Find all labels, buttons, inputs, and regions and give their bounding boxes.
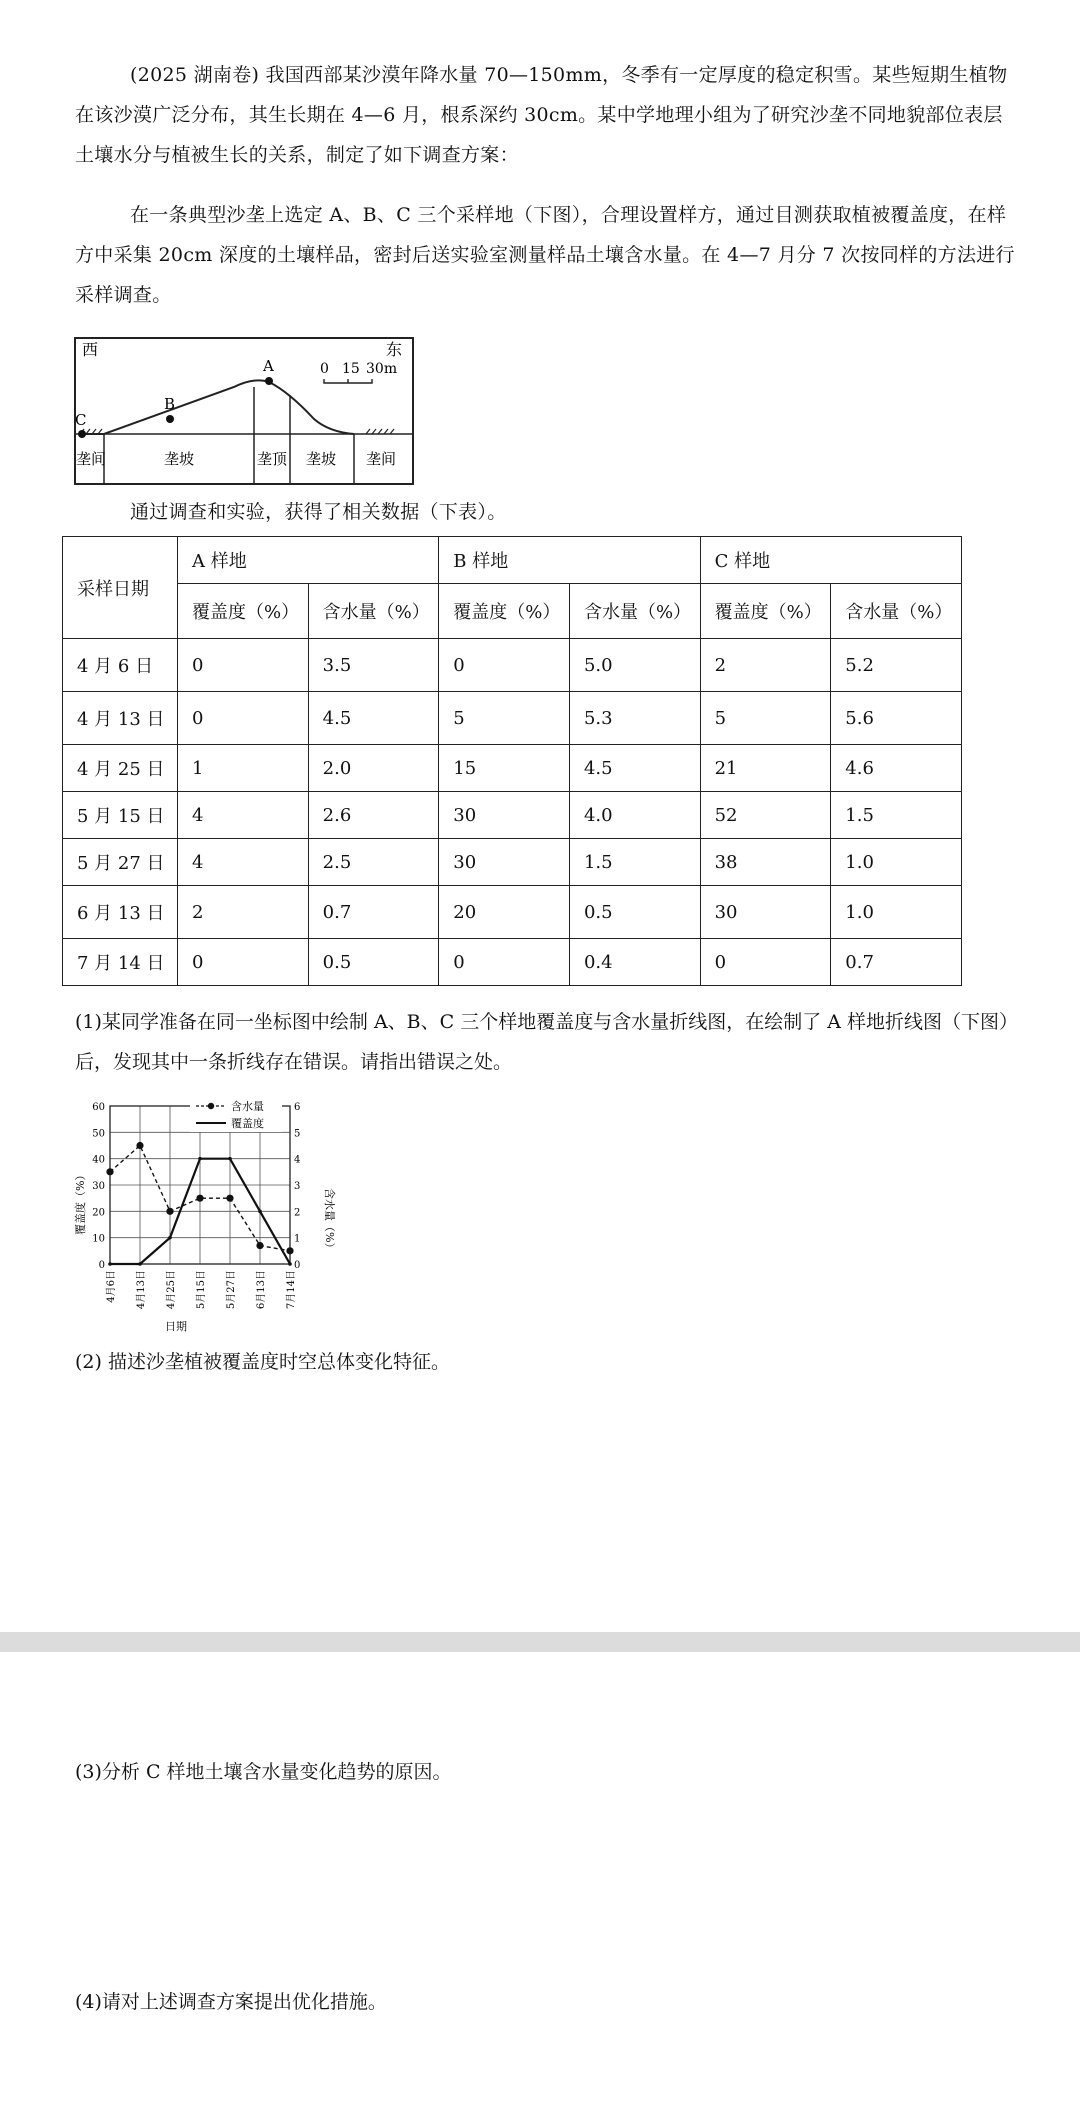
y-tick-right: 4 xyxy=(294,1154,301,1166)
profile-dune-curve xyxy=(84,380,354,434)
coverage-point xyxy=(228,1157,232,1161)
cell: 0 xyxy=(700,939,831,986)
table-row xyxy=(63,745,962,792)
cell: 0 xyxy=(439,639,570,692)
coverage-point xyxy=(288,1262,292,1266)
cell: 5.0 xyxy=(569,639,700,692)
moisture-point xyxy=(286,1247,293,1254)
y-tick-left: 30 xyxy=(92,1181,105,1192)
cell: 2.6 xyxy=(308,792,439,839)
site-header-b: B 样地 xyxy=(439,537,700,584)
sub-header: 覆盖度（%） xyxy=(177,584,308,639)
cell: 30 xyxy=(439,839,570,886)
cell: 1 xyxy=(177,745,308,792)
chart-y-label-left: 覆盖度（%） xyxy=(74,1169,87,1235)
cell: 0.4 xyxy=(569,939,700,986)
legend-label-coverage: 覆盖度 xyxy=(231,1117,264,1130)
cell: 2 xyxy=(177,886,308,939)
cell: 30 xyxy=(700,886,831,939)
cell: 0.7 xyxy=(308,886,439,939)
cell: 4 xyxy=(177,839,308,886)
zone-label-1: 垄间 xyxy=(76,450,107,468)
y-tick-left: 10 xyxy=(92,1233,105,1245)
zone-label-3: 垄顶 xyxy=(257,450,288,468)
y-tick-right: 1 xyxy=(294,1233,301,1245)
coverage-point xyxy=(198,1157,202,1161)
cell: 5.2 xyxy=(831,639,962,692)
sub-header: 覆盖度（%） xyxy=(439,584,570,639)
cell: 1.5 xyxy=(831,792,962,839)
table-row xyxy=(63,792,962,839)
profile-point-b xyxy=(166,415,174,423)
cell: 5.3 xyxy=(569,692,700,745)
x-tick-label: 5月15日 xyxy=(196,1270,207,1310)
moisture-point xyxy=(106,1168,113,1175)
zone-label-2: 垄坡 xyxy=(164,450,195,468)
intro-paragraph-1: (2025 湖南卷) 我国西部某沙漠年降水量 70—150mm，冬季有一定厚度的稳定积雪。某些短期生植物在该沙漠广泛分布，其生长期在 4—6 月，根系深约 30cm。某中学地理小组为了研究沙垄不同地貌部位表层土壤水分与植被生长的关系，制定了如下调查方案： xyxy=(75,64,1008,166)
sub-header: 含水量（%） xyxy=(308,584,439,639)
moisture-point xyxy=(166,1208,173,1215)
row-date: 5 月 15 日 xyxy=(63,792,178,839)
cell: 0 xyxy=(177,939,308,986)
y-tick-right: 2 xyxy=(294,1207,301,1219)
question-2: (2) 描述沙垄植被覆盖度时空总体变化特征。 xyxy=(75,1351,450,1373)
cell: 4.5 xyxy=(308,692,439,745)
table-row xyxy=(63,886,962,939)
y-tick-left: 60 xyxy=(92,1102,105,1113)
chart-labels xyxy=(92,1102,300,1309)
sub-header: 含水量（%） xyxy=(569,584,700,639)
x-tick-label: 5月27日 xyxy=(226,1270,237,1310)
row-date: 4 月 25 日 xyxy=(63,745,178,792)
cell: 0.7 xyxy=(831,939,962,986)
profile-label-a: A xyxy=(263,357,274,375)
profile-label-c: C xyxy=(75,411,87,429)
y-tick-right: 0 xyxy=(294,1260,301,1271)
cell: 1.5 xyxy=(569,839,700,886)
cell: 0.5 xyxy=(308,939,439,986)
sub-header: 覆盖度（%） xyxy=(700,584,831,639)
sand-ridge-profile-diagram xyxy=(74,337,414,485)
profile-frame xyxy=(75,338,413,484)
cell: 0 xyxy=(439,939,570,986)
coverage-point xyxy=(108,1262,112,1266)
y-tick-left: 40 xyxy=(92,1154,105,1166)
row-date: 5 月 27 日 xyxy=(63,839,178,886)
zone-label-4: 垄坡 xyxy=(306,450,337,468)
y-tick-right: 6 xyxy=(294,1102,301,1113)
data-table xyxy=(62,536,962,986)
profile-west-label: 西 xyxy=(82,340,99,359)
scale-bar xyxy=(324,379,372,383)
cell: 2.0 xyxy=(308,745,439,792)
cell: 4.6 xyxy=(831,745,962,792)
cell: 5.6 xyxy=(831,692,962,745)
cell: 5 xyxy=(700,692,831,745)
moisture-point xyxy=(196,1195,203,1202)
cell: 20 xyxy=(439,886,570,939)
coverage-point xyxy=(168,1236,172,1240)
y-tick-left: 0 xyxy=(98,1260,105,1271)
y-tick-right: 5 xyxy=(294,1128,301,1140)
coverage-moisture-line-chart xyxy=(70,1090,340,1335)
cell: 38 xyxy=(700,839,831,886)
question-3: (3)分析 C 样地土壤含水量变化趋势的原因。 xyxy=(75,1761,452,1783)
site-header-a: A 样地 xyxy=(177,537,438,584)
cell: 4.0 xyxy=(569,792,700,839)
x-tick-label: 4月25日 xyxy=(166,1270,177,1310)
cell: 15 xyxy=(439,745,570,792)
question-4: (4)请对上述调查方案提出优化措施。 xyxy=(75,1991,387,2013)
coverage-point xyxy=(138,1262,142,1266)
y-tick-left: 20 xyxy=(92,1207,105,1219)
scale-label-30: 30m xyxy=(366,361,398,377)
cell: 2 xyxy=(700,639,831,692)
page-divider xyxy=(0,1632,1080,1652)
moisture-point xyxy=(256,1242,263,1249)
row-date: 7 月 14 日 xyxy=(63,939,178,986)
x-tick-label: 6月13日 xyxy=(256,1270,267,1310)
row-date: 4 月 6 日 xyxy=(63,639,178,692)
intro-paragraph-3: 通过调查和实验，获得了相关数据（下表）。 xyxy=(130,501,507,523)
cell: 30 xyxy=(439,792,570,839)
cell: 3.5 xyxy=(308,639,439,692)
legend-label-moisture: 含水量 xyxy=(231,1100,264,1113)
cell: 4.5 xyxy=(569,745,700,792)
intro-paragraph-2: 在一条典型沙垄上选定 A、B、C 三个采样地（下图），合理设置样方，通过目测获取植被覆盖度，在样方中采集 20cm 深度的土壤样品，密封后送实验室测量样品土壤含水量。在 4—7 月分 7 次按同样的方法进行采样调查。 xyxy=(75,204,1015,306)
row-date: 4 月 13 日 xyxy=(63,692,178,745)
question-1: (1)某同学准备在同一坐标图中绘制 A、B、C 三个样地覆盖度与含水量折线图，在绘制了 A 样地折线图（下图）后，发现其中一条折线存在错误。请指出错误之处。 xyxy=(75,1011,1019,1073)
site-header-c: C 样地 xyxy=(700,537,961,584)
profile-label-b: B xyxy=(164,395,176,413)
cell: 1.0 xyxy=(831,839,962,886)
profile-east-label: 东 xyxy=(386,340,403,359)
moisture-point xyxy=(226,1195,233,1202)
x-tick-label: 7月14日 xyxy=(286,1270,297,1310)
cell: 0 xyxy=(177,692,308,745)
y-tick-left: 50 xyxy=(92,1128,105,1140)
x-tick-label: 4月6日 xyxy=(106,1270,117,1303)
coverage-point xyxy=(258,1210,262,1214)
cell: 2.5 xyxy=(308,839,439,886)
cell: 1.0 xyxy=(831,886,962,939)
cell: 5 xyxy=(439,692,570,745)
table-row xyxy=(63,639,962,692)
cell: 4 xyxy=(177,792,308,839)
profile-point-a xyxy=(265,377,273,385)
chart-y-label-right: 含水量（%） xyxy=(323,1188,336,1254)
x-tick-label: 4月13日 xyxy=(136,1270,147,1310)
scale-label-0: 0 xyxy=(320,361,329,377)
sub-header: 含水量（%） xyxy=(831,584,962,639)
moisture-point xyxy=(136,1142,143,1149)
chart-x-label: 日期 xyxy=(165,1320,187,1333)
scale-label-15: 15 xyxy=(342,361,360,377)
cell: 21 xyxy=(700,745,831,792)
table-row xyxy=(63,939,962,986)
table-row xyxy=(63,692,962,745)
date-header: 采样日期 xyxy=(63,537,178,639)
cell: 0.5 xyxy=(569,886,700,939)
profile-point-c xyxy=(78,430,86,438)
row-date: 6 月 13 日 xyxy=(63,886,178,939)
cell: 52 xyxy=(700,792,831,839)
y-tick-right: 3 xyxy=(294,1181,301,1192)
cell: 0 xyxy=(177,639,308,692)
chart-legend xyxy=(190,1099,282,1132)
table-row xyxy=(63,839,962,886)
zone-label-5: 垄间 xyxy=(366,450,397,468)
